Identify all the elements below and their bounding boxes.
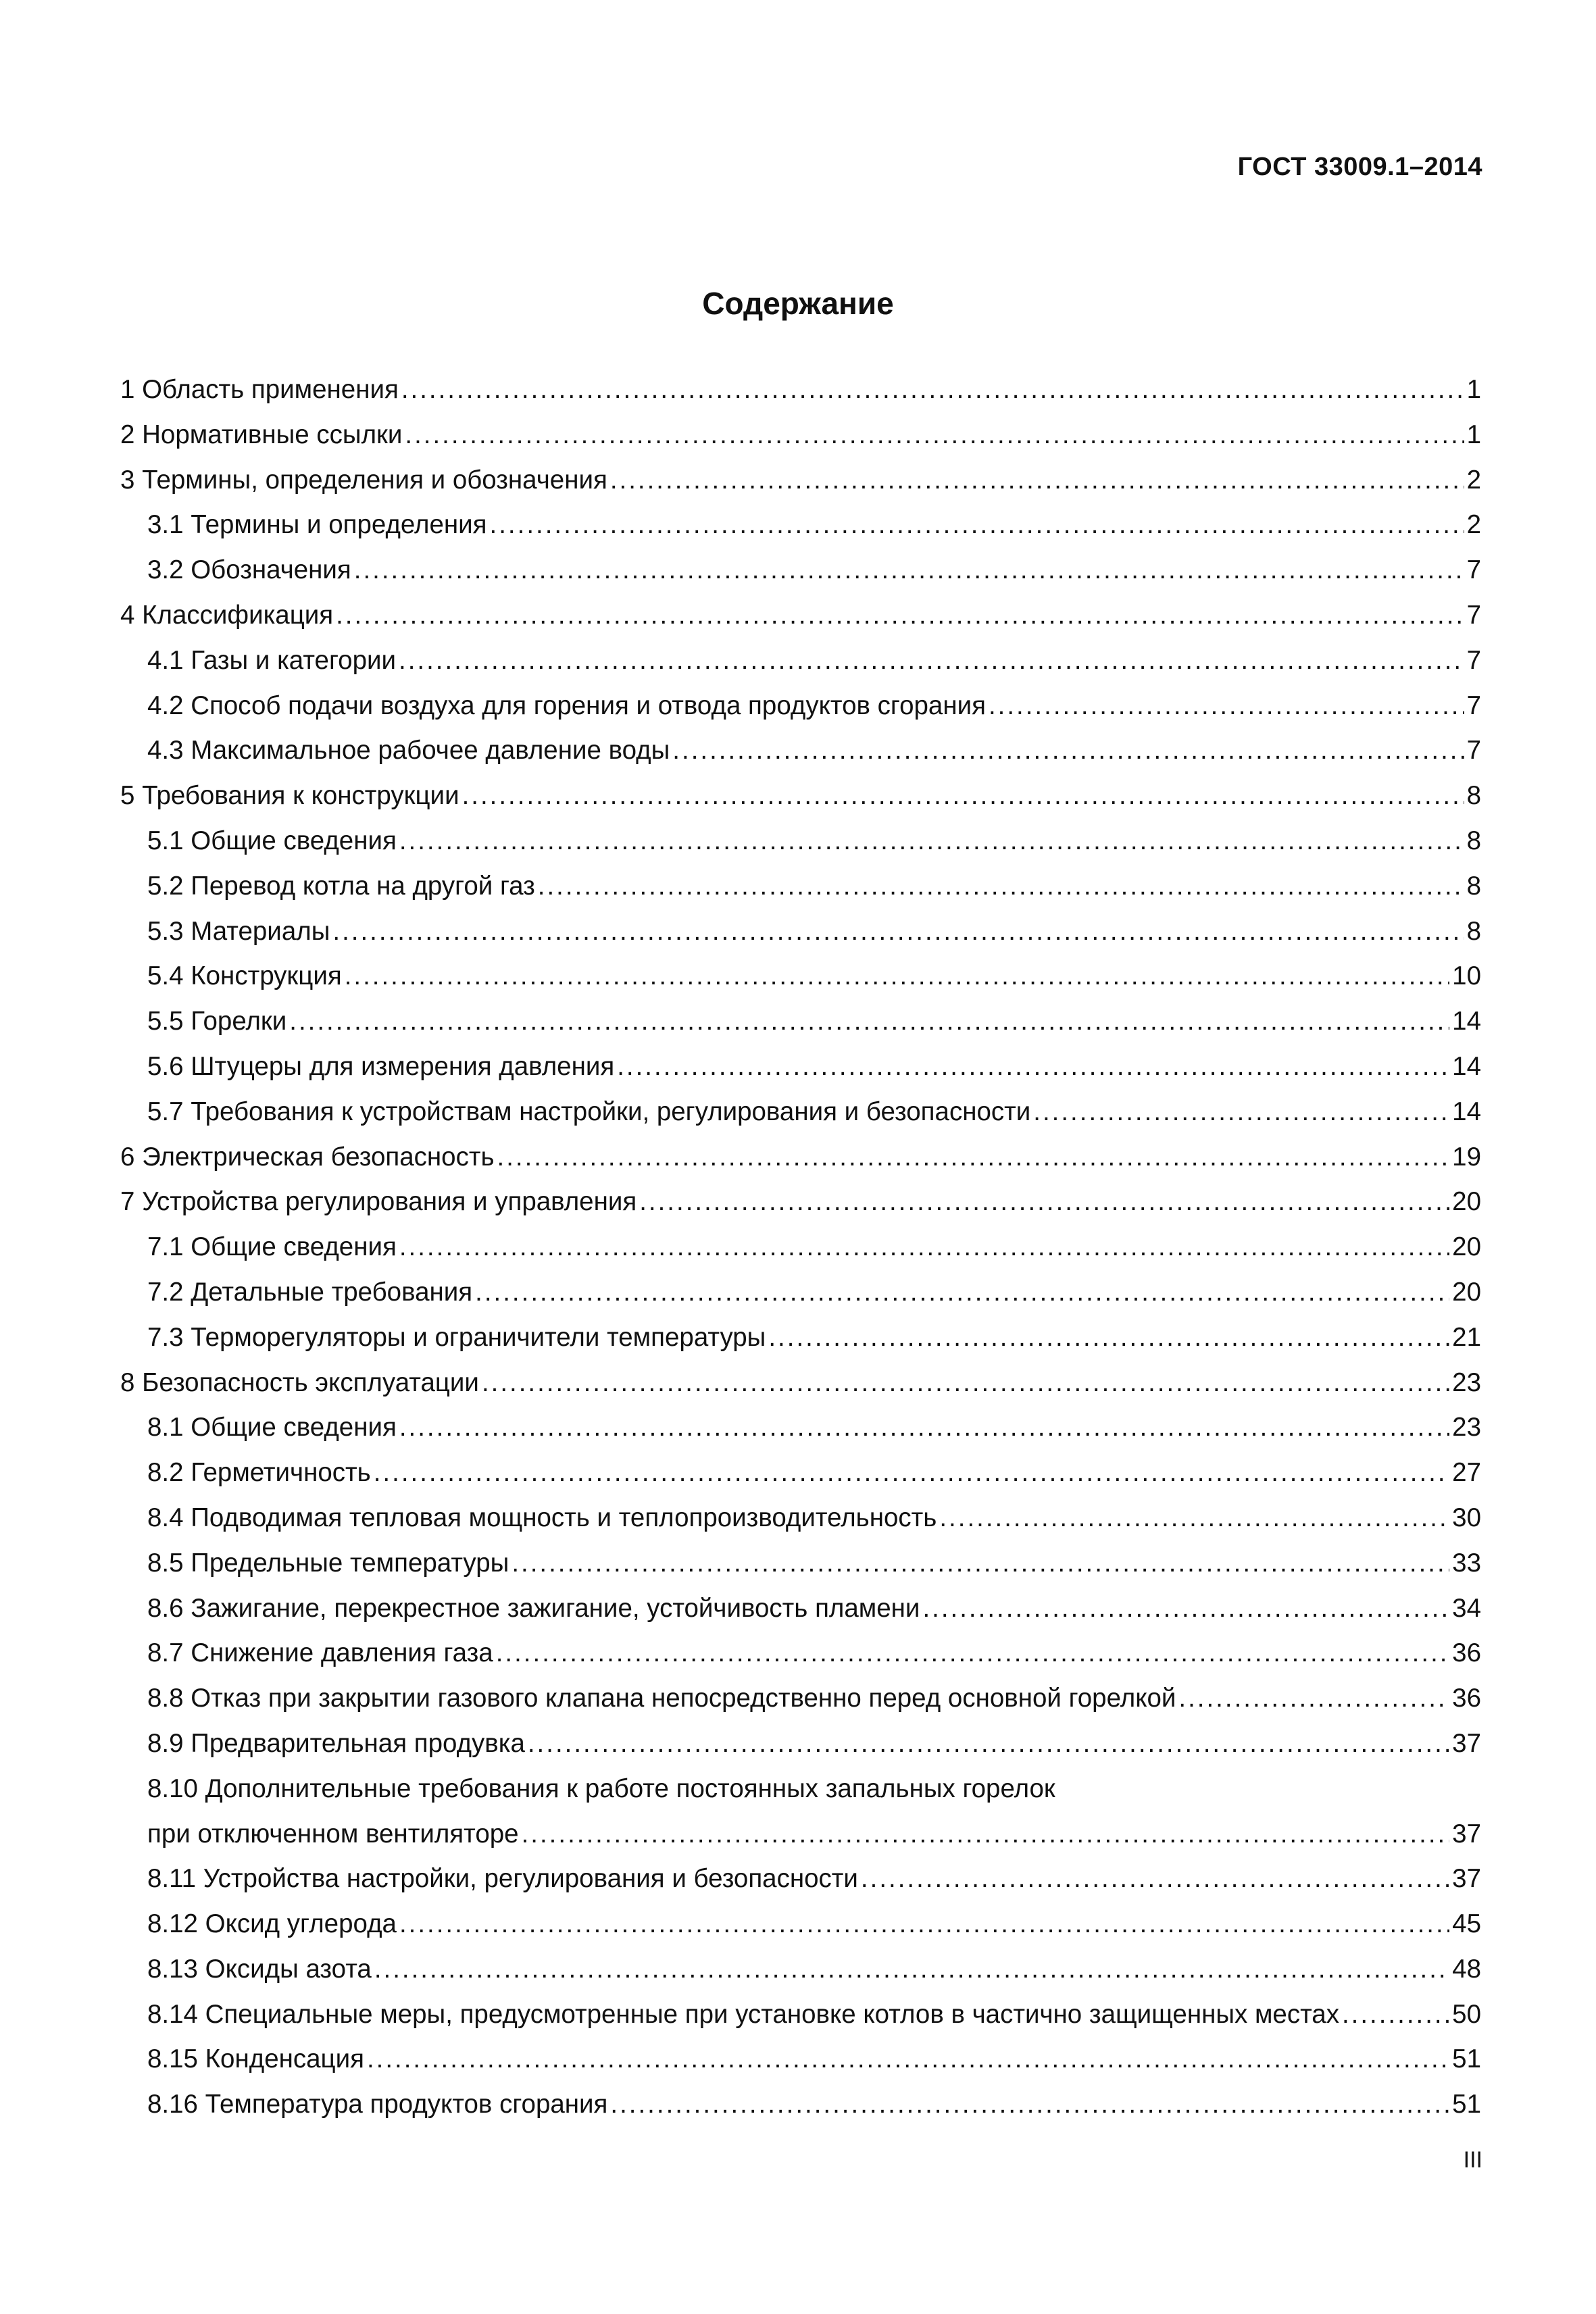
toc-entry-page: 33	[1452, 1548, 1481, 1578]
toc-entry[interactable]	[120, 368, 1481, 413]
toc-entry-page: 2	[1466, 510, 1481, 540]
toc-entry-page: 51	[1452, 2044, 1481, 2074]
toc-entry-label: 5.7 Требования к устройствам настройки, регулирования и безопасности	[147, 1097, 1031, 1126]
toc-entry[interactable]	[120, 1992, 1481, 2038]
toc-leader-dots	[345, 954, 1449, 999]
toc-entry-page: 8	[1466, 916, 1481, 946]
toc-leader-dots	[617, 1045, 1449, 1090]
toc-entry-label: 8.14 Специальные меры, предусмотренные при установке котлов в частично защищенных местах	[147, 1999, 1339, 2029]
toc-entry-label: 8.13 Оксиды азота	[147, 1954, 372, 1984]
toc-entry-label: 4 Классификация	[120, 600, 334, 630]
toc-title: Содержание	[702, 286, 894, 321]
toc-entry-label: при отключенном вентиляторе	[147, 1819, 519, 1848]
toc-entry-label: 7.1 Общие сведения	[147, 1232, 397, 1262]
toc-entry[interactable]	[120, 1270, 1481, 1315]
toc-entry-label: 5.6 Штуцеры для измерения давления	[147, 1051, 615, 1081]
document-code: ГОСТ 33009.1–2014	[1237, 153, 1482, 181]
toc-entry[interactable]	[120, 548, 1481, 593]
toc-entry[interactable]	[120, 684, 1481, 729]
toc-leader-dots	[497, 1135, 1450, 1180]
toc-entry-page: 34	[1452, 1593, 1481, 1623]
toc-entry-label: 7.2 Детальные требования	[147, 1277, 473, 1307]
toc-entry-page: 36	[1452, 1684, 1481, 1713]
toc-entry-label: 8.6 Зажигание, перекрестное зажигание, устойчивость пламени	[147, 1593, 920, 1623]
toc-entry-label: 3 Термины, определения и обозначения	[120, 465, 607, 495]
toc-entry-page: 50	[1452, 1999, 1481, 2029]
toc-leader-dots	[512, 1541, 1449, 1586]
toc-entry-label: 5.4 Конструкция	[147, 961, 342, 991]
toc-entry[interactable]	[120, 1812, 1481, 1857]
toc-leader-dots	[861, 1857, 1449, 1902]
toc-entry-label: 8.11 Устройства настройки, регулирования и безопасности	[147, 1864, 858, 1894]
toc-entry[interactable]	[120, 1631, 1481, 1676]
toc-entry-label: 7 Устройства регулирования и управления	[120, 1187, 637, 1217]
toc-leader-dots	[610, 458, 1464, 503]
toc-entry[interactable]	[120, 1767, 1481, 1812]
toc-entry-page: 20	[1452, 1277, 1481, 1307]
toc-leader-dots	[332, 909, 1464, 955]
toc-leader-dots	[399, 638, 1464, 684]
toc-entry-label: 5 Требования к конструкции	[120, 781, 459, 811]
toc-leader-dots	[610, 2082, 1449, 2128]
toc-leader-dots	[367, 2037, 1449, 2082]
toc-entry-page: 51	[1452, 2090, 1481, 2119]
toc-entry[interactable]	[120, 458, 1481, 503]
toc-entry-label: 7.3 Терморегуляторы и ограничители температуры	[147, 1322, 766, 1352]
toc-entry-page: 7	[1466, 645, 1481, 675]
toc-entry[interactable]	[120, 1902, 1481, 1947]
toc-entry-page: 14	[1452, 1051, 1481, 1081]
toc-entry-label: 5.3 Материалы	[147, 916, 330, 946]
toc-leader-dots	[522, 1812, 1450, 1857]
toc-entry-page: 2	[1466, 465, 1481, 495]
toc-entry-label: 8.5 Предельные температуры	[147, 1548, 509, 1578]
toc-leader-dots	[401, 368, 1464, 413]
toc-entry[interactable]	[120, 819, 1481, 864]
toc-entry[interactable]	[120, 1541, 1481, 1586]
toc-leader-dots	[1342, 1992, 1449, 2038]
toc-leader-dots	[528, 1721, 1449, 1767]
toc-entry[interactable]	[120, 864, 1481, 909]
toc-entry[interactable]	[120, 1090, 1481, 1135]
toc-entry-label: 1 Область применения	[120, 375, 399, 404]
toc-entry[interactable]	[120, 1586, 1481, 1632]
toc-entry-page: 20	[1452, 1187, 1481, 1217]
toc-leader-dots	[1033, 1090, 1449, 1135]
toc-entry-page: 37	[1452, 1819, 1481, 1848]
toc-leader-dots	[989, 684, 1464, 729]
toc-entry-page: 19	[1452, 1142, 1481, 1172]
toc-entry-label: 4.2 Способ подачи воздуха для горения и отвода продуктов сгорания	[147, 690, 986, 720]
toc-entry-page: 37	[1452, 1864, 1481, 1894]
toc-leader-dots	[672, 728, 1464, 774]
toc-entry-label: 8.4 Подводимая тепловая мощность и теплопроизводительность	[147, 1503, 937, 1532]
toc-entry-page: 36	[1452, 1638, 1481, 1668]
toc-entry[interactable]	[120, 1857, 1481, 1902]
toc-entry-page: 8	[1466, 781, 1481, 811]
toc-entry-label: 8.7 Снижение давления газа	[147, 1638, 493, 1668]
toc-entry-page: 7	[1466, 555, 1481, 585]
toc-entry-label: 8.2 Герметичность	[147, 1458, 371, 1488]
toc-entry[interactable]	[120, 638, 1481, 684]
toc-entry-page: 1	[1466, 375, 1481, 404]
toc-entry-page: 37	[1452, 1728, 1481, 1758]
toc-entry[interactable]	[120, 2082, 1481, 2128]
toc-entry[interactable]	[120, 1405, 1481, 1451]
toc-entry-page: 20	[1452, 1232, 1481, 1262]
toc-entry-page: 30	[1452, 1503, 1481, 1532]
toc-leader-dots	[768, 1315, 1449, 1361]
toc-entry-label: 8.16 Температура продуктов сгорания	[147, 2090, 608, 2119]
toc-entry[interactable]	[120, 413, 1481, 458]
toc-leader-dots	[538, 864, 1464, 909]
toc-entry-label: 8.12 Оксид углерода	[147, 1909, 397, 1939]
toc-leader-dots	[374, 1451, 1449, 1496]
toc-entry-label: 8 Безопасность эксплуатации	[120, 1367, 479, 1397]
toc-leader-dots	[405, 413, 1464, 458]
toc-leader-dots	[399, 819, 1464, 864]
toc-leader-dots	[399, 1902, 1449, 1947]
toc-entry[interactable]	[120, 774, 1481, 819]
toc-leader-dots	[289, 999, 1449, 1045]
toc-entry[interactable]	[120, 1947, 1481, 1992]
toc-entry-label: 8.8 Отказ при закрытии газового клапана непосредственно перед основной горелкой	[147, 1684, 1176, 1713]
toc-entry[interactable]	[120, 1676, 1481, 1721]
toc-entry[interactable]	[120, 1135, 1481, 1180]
toc-entry-page: 8	[1466, 826, 1481, 855]
toc-leader-dots	[490, 503, 1464, 548]
toc-entry-label: 3.1 Термины и определения	[147, 510, 487, 540]
toc-entry-label: 4.1 Газы и категории	[147, 645, 397, 675]
toc-leader-dots	[399, 1405, 1449, 1451]
toc-leader-dots	[496, 1631, 1449, 1676]
page-number: III	[1463, 2147, 1482, 2173]
toc-leader-dots	[354, 548, 1464, 593]
toc-entry[interactable]	[120, 1721, 1481, 1767]
toc-entry[interactable]	[120, 1045, 1481, 1090]
toc-entry-label: 8.1 Общие сведения	[147, 1413, 397, 1442]
toc-entry[interactable]	[120, 593, 1481, 638]
toc-entry-page: 45	[1452, 1909, 1481, 1939]
toc-entry[interactable]	[120, 999, 1481, 1045]
toc-entry[interactable]	[120, 909, 1481, 955]
toc-leader-dots	[374, 1947, 1449, 1992]
toc-entry-label: 6 Электрическая безопасность	[120, 1142, 495, 1172]
toc-entry-page: 23	[1452, 1413, 1481, 1442]
toc-entry-label: 8.9 Предварительная продувка	[147, 1728, 525, 1758]
toc-entry[interactable]	[120, 503, 1481, 548]
toc-entry-page: 7	[1466, 600, 1481, 630]
toc-entry[interactable]	[120, 1315, 1481, 1361]
toc-leader-dots	[1178, 1676, 1449, 1721]
toc-entry-page: 1	[1466, 420, 1481, 449]
toc-leader-dots	[639, 1180, 1449, 1225]
toc-entry[interactable]	[120, 954, 1481, 999]
table-of-contents	[120, 368, 1481, 2128]
toc-entry-page: 14	[1452, 1097, 1481, 1126]
toc-entry[interactable]	[120, 1225, 1481, 1270]
toc-entry-label: 5.2 Перевод котла на другой газ	[147, 871, 535, 901]
toc-entry-label: 5.1 Общие сведения	[147, 826, 397, 855]
toc-entry-page: 7	[1466, 690, 1481, 720]
toc-leader-dots	[399, 1225, 1449, 1270]
toc-entry-page: 14	[1452, 1007, 1481, 1036]
toc-entry-page: 8	[1466, 871, 1481, 901]
toc-entry-page: 27	[1452, 1458, 1481, 1488]
toc-entry[interactable]	[120, 1451, 1481, 1496]
toc-leader-dots	[922, 1586, 1449, 1632]
toc-leader-dots	[462, 774, 1464, 819]
toc-entry-page: 7	[1466, 736, 1481, 765]
toc-entry-page: 10	[1452, 961, 1481, 991]
toc-entry[interactable]	[120, 1361, 1481, 1406]
toc-entry-page: 23	[1452, 1367, 1481, 1397]
toc-entry[interactable]	[120, 1180, 1481, 1225]
toc-leader-dots	[482, 1361, 1449, 1406]
toc-entry-label: 2 Нормативные ссылки	[120, 420, 403, 449]
toc-leader-dots	[475, 1270, 1449, 1315]
toc-entry-label: 3.2 Обозначения	[147, 555, 351, 585]
toc-entry[interactable]	[120, 2037, 1481, 2082]
toc-entry-label: 8.15 Конденсация	[147, 2044, 364, 2074]
toc-entry-page: 48	[1452, 1954, 1481, 1984]
toc-leader-dots	[939, 1496, 1449, 1541]
toc-entry-label: 4.3 Максимальное рабочее давление воды	[147, 736, 670, 765]
toc-entry-page: 21	[1452, 1322, 1481, 1352]
toc-leader-dots	[336, 593, 1464, 638]
toc-entry-label: 5.5 Горелки	[147, 1007, 287, 1036]
toc-entry[interactable]	[120, 728, 1481, 774]
toc-entry-label: 8.10 Дополнительные требования к работе постоянных запальных горелок	[147, 1774, 1055, 1803]
toc-entry[interactable]	[120, 1496, 1481, 1541]
